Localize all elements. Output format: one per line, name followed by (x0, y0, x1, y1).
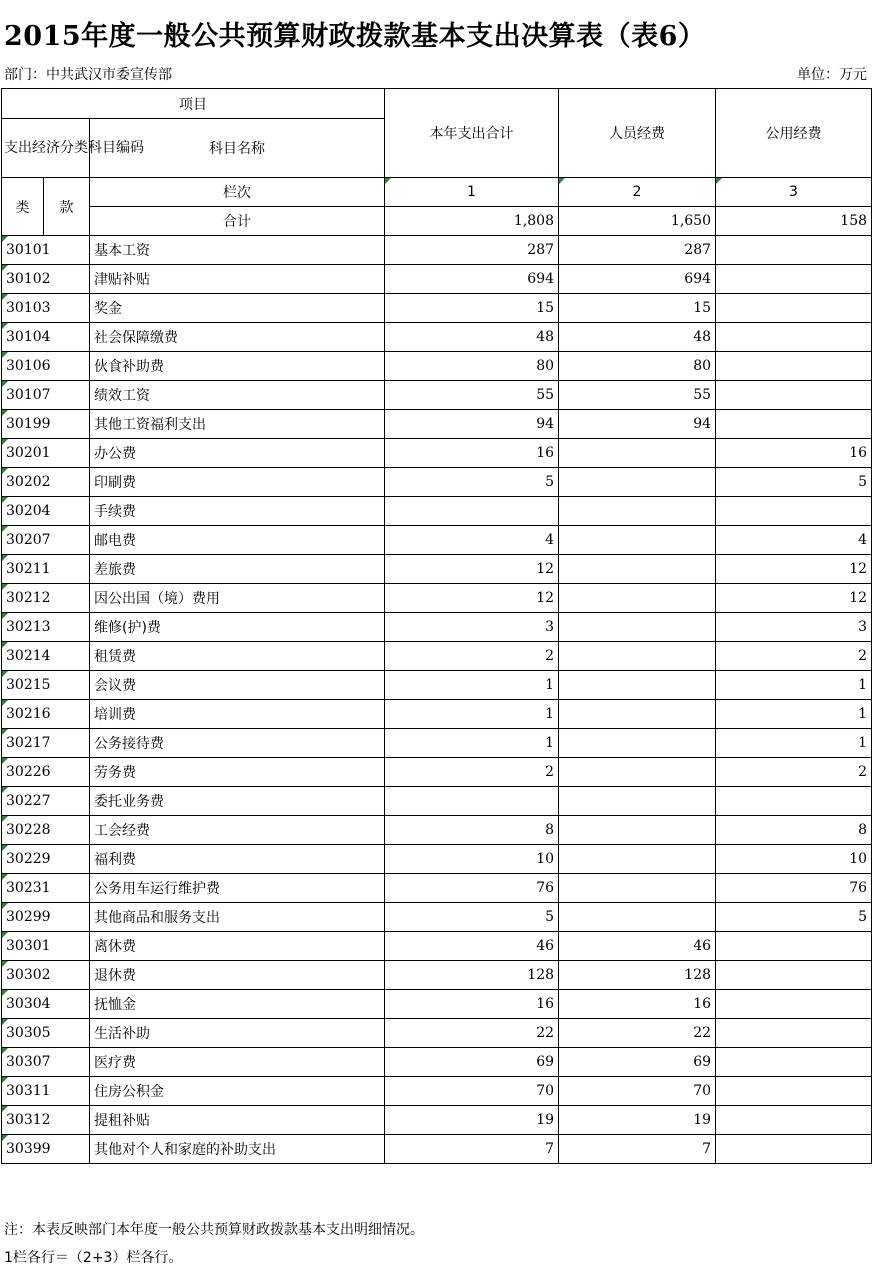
row-public (716, 497, 872, 526)
row-total: 2 (385, 642, 559, 671)
row-total (385, 787, 559, 816)
row-name: 委托业务费 (90, 787, 385, 816)
row-code: 30211 (2, 555, 90, 584)
row-public: 1 (716, 700, 872, 729)
header-name: 科目名称 (90, 119, 385, 178)
row-personnel (559, 903, 716, 932)
row-code: 30199 (2, 410, 90, 439)
row-total: 8 (385, 816, 559, 845)
row-code: 30399 (2, 1135, 90, 1164)
table-row (2, 729, 872, 758)
column-no-3: 3 (716, 178, 872, 207)
row-total: 16 (385, 439, 559, 468)
row-name: 绩效工资 (90, 381, 385, 410)
row-public: 2 (716, 642, 872, 671)
row-code: 30226 (2, 758, 90, 787)
table-row (2, 381, 872, 410)
row-personnel: 48 (559, 323, 716, 352)
row-name: 培训费 (90, 700, 385, 729)
row-name: 其他工资福利支出 (90, 410, 385, 439)
table-row (2, 961, 872, 990)
row-code: 30212 (2, 584, 90, 613)
row-personnel (559, 526, 716, 555)
row-personnel (559, 758, 716, 787)
row-personnel (559, 874, 716, 903)
row-total: 12 (385, 555, 559, 584)
row-public (716, 932, 872, 961)
row-name: 会议费 (90, 671, 385, 700)
table-row (2, 468, 872, 497)
row-code: 30307 (2, 1048, 90, 1077)
row-public: 10 (716, 845, 872, 874)
totals-label: 合计 (90, 207, 385, 236)
row-code: 30201 (2, 439, 90, 468)
row-name: 劳务费 (90, 758, 385, 787)
table-row (2, 584, 872, 613)
row-total: 4 (385, 526, 559, 555)
row-code: 30215 (2, 671, 90, 700)
row-total: 10 (385, 845, 559, 874)
row-name: 退休费 (90, 961, 385, 990)
row-name: 办公费 (90, 439, 385, 468)
table-row (2, 352, 872, 381)
row-personnel: 16 (559, 990, 716, 1019)
row-personnel: 7 (559, 1135, 716, 1164)
row-public: 12 (716, 584, 872, 613)
row-public: 2 (716, 758, 872, 787)
row-total: 22 (385, 1019, 559, 1048)
table-row (2, 497, 872, 526)
row-name: 其他对个人和家庭的补助支出 (90, 1135, 385, 1164)
row-personnel: 80 (559, 352, 716, 381)
row-code: 30102 (2, 265, 90, 294)
column-no-label: 栏次 (90, 178, 385, 207)
row-code: 30207 (2, 526, 90, 555)
row-total: 1 (385, 729, 559, 758)
row-personnel (559, 845, 716, 874)
table-row (2, 1077, 872, 1106)
row-public (716, 236, 872, 265)
row-personnel (559, 642, 716, 671)
row-personnel: 70 (559, 1077, 716, 1106)
table-row (2, 758, 872, 787)
row-personnel (559, 497, 716, 526)
table-row (2, 265, 872, 294)
row-personnel (559, 439, 716, 468)
row-total: 7 (385, 1135, 559, 1164)
row-name: 工会经费 (90, 816, 385, 845)
row-code: 30202 (2, 468, 90, 497)
row-name: 租赁费 (90, 642, 385, 671)
row-name: 离休费 (90, 932, 385, 961)
row-personnel (559, 787, 716, 816)
unit-label: 单位：万元 (797, 67, 867, 83)
row-name: 其他商品和服务支出 (90, 903, 385, 932)
row-name: 福利费 (90, 845, 385, 874)
row-total: 19 (385, 1106, 559, 1135)
table-row (2, 555, 872, 584)
note-line-2: 1栏各行＝（2+3）栏各行。 (4, 1250, 183, 1266)
row-public (716, 381, 872, 410)
table-row (2, 323, 872, 352)
row-code: 30304 (2, 990, 90, 1019)
row-total: 94 (385, 410, 559, 439)
row-total: 76 (385, 874, 559, 903)
row-personnel: 94 (559, 410, 716, 439)
row-public (716, 410, 872, 439)
table-row (2, 642, 872, 671)
row-total: 128 (385, 961, 559, 990)
totals-public: 158 (716, 207, 872, 236)
row-personnel: 15 (559, 294, 716, 323)
row-code: 30104 (2, 323, 90, 352)
header-kuan: 款 (44, 178, 90, 236)
table-row (2, 787, 872, 816)
row-total: 69 (385, 1048, 559, 1077)
row-code: 30106 (2, 352, 90, 381)
row-name: 伙食补助费 (90, 352, 385, 381)
row-total: 48 (385, 323, 559, 352)
row-name: 津贴补贴 (90, 265, 385, 294)
report-title: 2015年度一般公共预算财政拨款基本支出决算表（表6） (4, 21, 706, 52)
header-total: 本年支出合计 (385, 89, 559, 178)
row-code: 30227 (2, 787, 90, 816)
row-total: 5 (385, 903, 559, 932)
row-personnel: 694 (559, 265, 716, 294)
row-public (716, 961, 872, 990)
table-row (2, 932, 872, 961)
row-public: 12 (716, 555, 872, 584)
row-name: 奖金 (90, 294, 385, 323)
table-row (2, 990, 872, 1019)
notes (4, 1216, 424, 1272)
table-row (2, 613, 872, 642)
row-total: 3 (385, 613, 559, 642)
row-code: 30312 (2, 1106, 90, 1135)
row-name: 手续费 (90, 497, 385, 526)
column-no-1: 1 (385, 178, 559, 207)
row-code: 30299 (2, 903, 90, 932)
row-personnel: 55 (559, 381, 716, 410)
row-public: 5 (716, 468, 872, 497)
row-public: 1 (716, 671, 872, 700)
row-name: 差旅费 (90, 555, 385, 584)
table-row (2, 526, 872, 555)
table-row (2, 816, 872, 845)
row-code: 30311 (2, 1077, 90, 1106)
row-total: 46 (385, 932, 559, 961)
row-public (716, 787, 872, 816)
row-code: 30216 (2, 700, 90, 729)
row-total: 12 (385, 584, 559, 613)
table-row (2, 294, 872, 323)
row-name: 社会保障缴费 (90, 323, 385, 352)
row-personnel (559, 613, 716, 642)
row-public (716, 1135, 872, 1164)
row-public (716, 265, 872, 294)
row-public (716, 352, 872, 381)
row-name: 印刷费 (90, 468, 385, 497)
table-row (2, 700, 872, 729)
note-line-1: 注：本表反映部门本年度一般公共预算财政拨款基本支出明细情况。 (4, 1222, 424, 1238)
row-public: 1 (716, 729, 872, 758)
row-personnel (559, 584, 716, 613)
row-total: 287 (385, 236, 559, 265)
row-personnel (559, 555, 716, 584)
row-personnel (559, 671, 716, 700)
row-personnel (559, 468, 716, 497)
row-code: 30107 (2, 381, 90, 410)
row-code: 30214 (2, 642, 90, 671)
row-total: 15 (385, 294, 559, 323)
row-public (716, 990, 872, 1019)
column-no-2: 2 (559, 178, 716, 207)
expenditure-table (1, 88, 872, 1164)
table-row (2, 1106, 872, 1135)
table-row (2, 1135, 872, 1164)
row-public: 16 (716, 439, 872, 468)
table-row (2, 1048, 872, 1077)
row-personnel (559, 700, 716, 729)
row-code: 30213 (2, 613, 90, 642)
table-row (2, 236, 872, 265)
table-row (2, 874, 872, 903)
row-name: 生活补助 (90, 1019, 385, 1048)
table-row (2, 1019, 872, 1048)
row-code: 30228 (2, 816, 90, 845)
row-public: 8 (716, 816, 872, 845)
row-name: 公务用车运行维护费 (90, 874, 385, 903)
row-personnel: 287 (559, 236, 716, 265)
row-name: 基本工资 (90, 236, 385, 265)
header-project: 项目 (2, 89, 385, 119)
table-row (2, 439, 872, 468)
row-code: 30301 (2, 932, 90, 961)
row-name: 维修(护)费 (90, 613, 385, 642)
totals-personnel: 1,650 (559, 207, 716, 236)
row-name: 医疗费 (90, 1048, 385, 1077)
row-personnel: 46 (559, 932, 716, 961)
row-name: 提租补贴 (90, 1106, 385, 1135)
row-code: 30217 (2, 729, 90, 758)
row-personnel: 128 (559, 961, 716, 990)
row-public (716, 294, 872, 323)
row-total: 80 (385, 352, 559, 381)
row-public: 5 (716, 903, 872, 932)
header-public: 公用经费 (716, 89, 872, 178)
row-total: 16 (385, 990, 559, 1019)
row-total (385, 497, 559, 526)
row-total: 694 (385, 265, 559, 294)
row-code: 30103 (2, 294, 90, 323)
row-public (716, 1019, 872, 1048)
row-name: 邮电费 (90, 526, 385, 555)
row-code: 30305 (2, 1019, 90, 1048)
row-total: 2 (385, 758, 559, 787)
row-name: 住房公积金 (90, 1077, 385, 1106)
department-label: 部门：中共武汉市委宣传部 (4, 67, 172, 83)
row-code: 30229 (2, 845, 90, 874)
row-personnel: 19 (559, 1106, 716, 1135)
header-lei: 类 (2, 178, 44, 236)
row-public: 76 (716, 874, 872, 903)
row-total: 5 (385, 468, 559, 497)
row-total: 70 (385, 1077, 559, 1106)
row-total: 55 (385, 381, 559, 410)
row-name: 抚恤金 (90, 990, 385, 1019)
row-code: 30231 (2, 874, 90, 903)
table-row (2, 845, 872, 874)
row-code: 30204 (2, 497, 90, 526)
table-row (2, 410, 872, 439)
row-total: 1 (385, 700, 559, 729)
row-name: 公务接待费 (90, 729, 385, 758)
table-row (2, 903, 872, 932)
row-public (716, 1048, 872, 1077)
row-code: 30101 (2, 236, 90, 265)
row-public (716, 1106, 872, 1135)
row-name: 因公出国（境）费用 (90, 584, 385, 613)
row-public (716, 1077, 872, 1106)
totals-total: 1,808 (385, 207, 559, 236)
table-row (2, 671, 872, 700)
header-personnel: 人员经费 (559, 89, 716, 178)
row-public: 4 (716, 526, 872, 555)
row-total: 1 (385, 671, 559, 700)
header-code: 支出经济分类科目编码 (2, 119, 90, 178)
row-code: 30302 (2, 961, 90, 990)
row-personnel: 22 (559, 1019, 716, 1048)
row-personnel (559, 816, 716, 845)
row-personnel (559, 729, 716, 758)
row-personnel: 69 (559, 1048, 716, 1077)
row-public: 3 (716, 613, 872, 642)
row-public (716, 323, 872, 352)
